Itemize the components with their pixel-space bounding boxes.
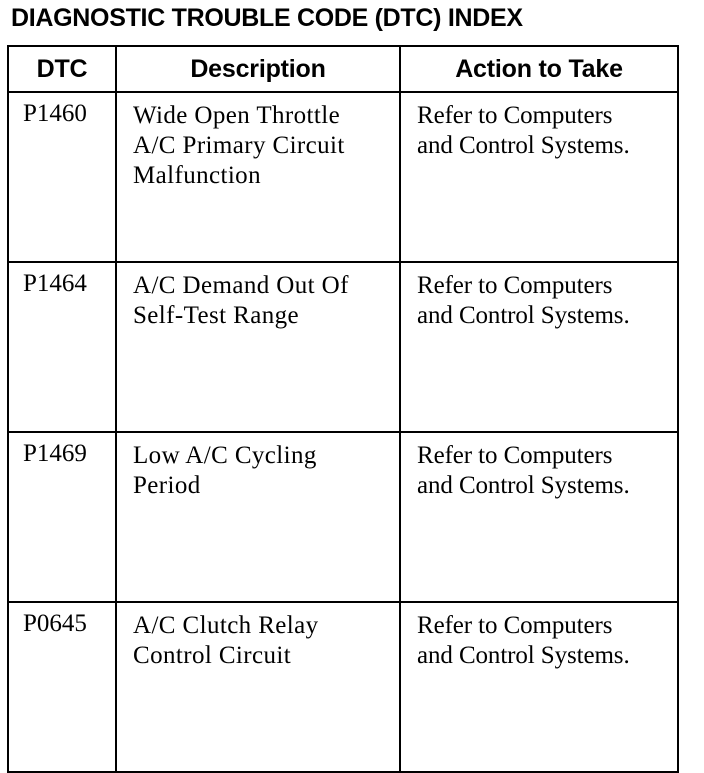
dtc-code-cell: P0645 [8,602,116,772]
document-title: DIAGNOSTIC TROUBLE CODE (DTC) INDEX [11,4,523,32]
description-line: Low A/C Cycling [133,442,317,469]
description-cell [116,602,400,772]
dtc-code-cell: P1460 [8,92,116,262]
action-cell [400,602,678,772]
action-line: and Control Systems. [417,132,630,159]
dtc-code-cell: P1469 [8,432,116,602]
header-description: Description [116,46,400,92]
action-cell [400,92,678,262]
description-cell [116,432,400,602]
table-row [8,92,678,262]
action-line: and Control Systems. [417,302,630,329]
description-line: Control Circuit [133,642,292,669]
action-line: and Control Systems. [417,642,630,669]
header-action: Action to Take [400,46,678,92]
description-line: Wide Open Throttle [133,102,341,129]
action-line: Refer to Computers [417,612,613,639]
description-line: A/C Clutch Relay [133,612,319,639]
action-line: Refer to Computers [417,442,613,469]
dtc-index-table [7,45,679,773]
table-row [8,262,678,432]
table-row [8,602,678,772]
description-line: Period [133,472,201,499]
description-line: A/C Primary Circuit [133,132,345,159]
action-line: and Control Systems. [417,472,630,499]
dtc-code-cell: P1464 [8,262,116,432]
header-dtc: DTC [8,46,116,92]
description-line: A/C Demand Out Of [133,272,349,299]
description-cell [116,262,400,432]
action-cell [400,432,678,602]
table-row [8,432,678,602]
description-line: Self-Test Range [133,302,300,329]
description-cell [116,92,400,262]
table-header-row [8,46,678,92]
action-cell [400,262,678,432]
action-line: Refer to Computers [417,272,613,299]
action-line: Refer to Computers [417,102,613,129]
description-line: Malfunction [133,162,261,189]
